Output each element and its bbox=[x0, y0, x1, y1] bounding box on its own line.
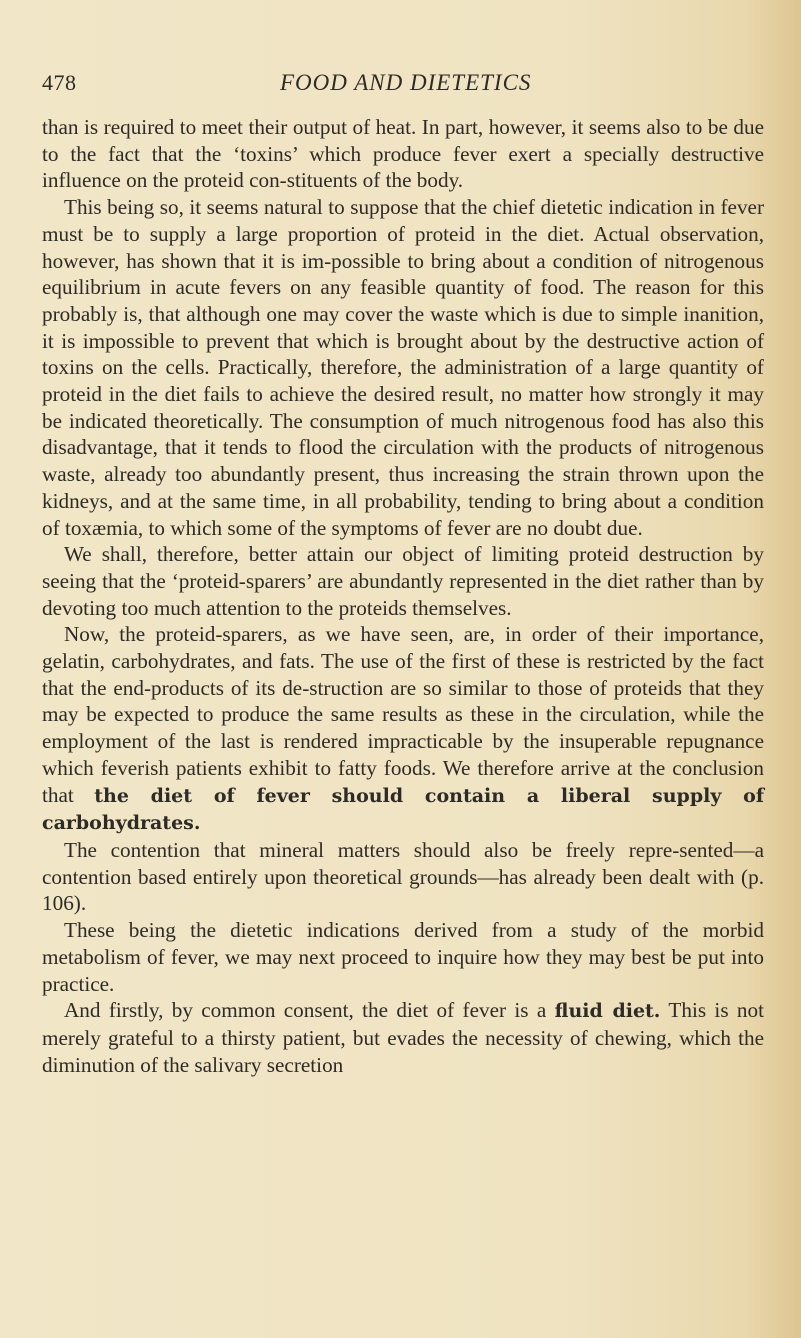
paragraph-5: The contention that mineral matters should also be freely repre-sented—a contention based entirely upon theoretical grounds—has already been dealt with (p. 106). bbox=[42, 837, 764, 916]
paragraph-7-text-before: And firstly, by common consent, the diet of fever is a bbox=[64, 998, 555, 1023]
page-number: 478 bbox=[42, 70, 77, 95]
paragraph-7-bold: fluid diet. bbox=[554, 1000, 661, 1023]
paragraph-7 bbox=[42, 997, 764, 1078]
body-text bbox=[42, 114, 764, 1078]
paragraph-1: than is required to meet their output of heat. In part, however, it seems also to be due to the fact that the ‘toxins’ which produce fever exert a specially destructive influence on the proteid con-stituents of the body. bbox=[42, 115, 764, 193]
paragraph-4-text: Now, the proteid-sparers, as we have seen, are, in order of their importance, gelatin, carbohydrates, and fats. The use of the first of these is restricted by the fact that the end-products of its de-struction are so similar to those of proteids that they may be expected to produce the same results as these in the circulation, while the employment of the last is rendered impracticable by the insuperable repugnance which feverish patients exhibit to fatty foods. We therefore arrive at the conclusion that bbox=[42, 622, 764, 807]
paragraph-4-bold: the diet of fever should contain a liberal supply of carbohydrates. bbox=[42, 784, 764, 835]
paragraph-2: This being so, it seems natural to suppose that the chief dietetic indication in fever must be to supply a large proportion of proteid in the diet. Actual observation, however, has shown that it is im-possible to bring about a condition of nitrogenous equilibrium in acute fevers on any feasible quantity of food. The reason for this probably is, that although one may cover the waste which is due to simple inanition, it is impossible to prevent that which is brought about by the destructive action of toxins on the cells. Practically, therefore, the administration of a large quantity of proteid in the diet fails to achieve the desired result, no matter how strongly it may be indicated theoretically. The consumption of much nitrogenous food has also this disadvantage, that it tends to flood the circulation with the products of nitrogenous waste, already too abundantly present, thus increasing the strain thrown upon the kidneys, and at the same time, in all probability, tending to bring about a condition of toxæmia, to which some of the symptoms of fever are no doubt due. bbox=[42, 195, 764, 540]
paragraph-7-text-after: This is not merely grateful to a thirsty patient, but evades the necessity of chewing, which the diminution of the salivary secretion bbox=[42, 998, 764, 1077]
paragraph-3: We shall, therefore, better attain our object of limiting proteid destruction by seeing that the ‘proteid-sparers’ are abundantly represented in the diet rather than by devoting too much attention to the proteids themselves. bbox=[42, 542, 764, 620]
running-title: FOOD AND DIETETICS bbox=[280, 70, 532, 95]
paragraph-4 bbox=[42, 621, 764, 837]
running-head bbox=[42, 70, 764, 106]
paragraph-6: These being the dietetic indications derived from a study of the morbid metabolism of fever, we may next proceed to inquire how they may best be put into practice. bbox=[42, 918, 764, 996]
